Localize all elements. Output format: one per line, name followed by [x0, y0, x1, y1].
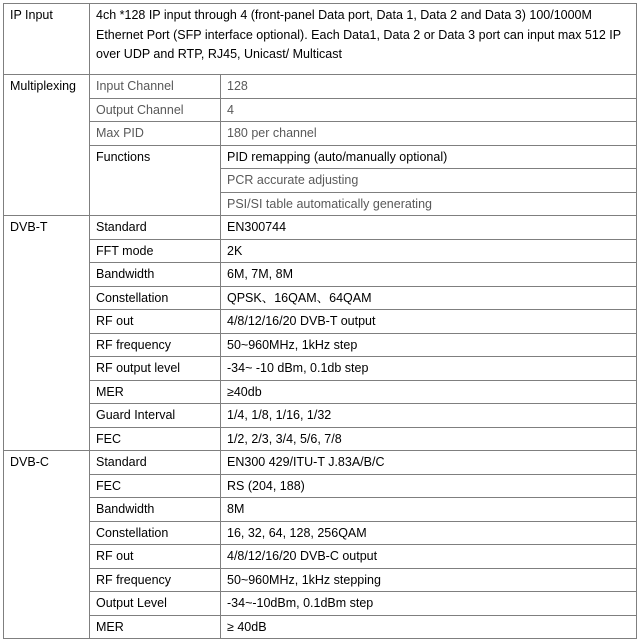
value-dvbt-bandwidth: 6M, 7M, 8M	[221, 263, 637, 287]
value-dvbt-rf-output-level: -34~ -10 dBm, 0.1db step	[221, 357, 637, 381]
dvbt-row-fec	[4, 427, 637, 451]
value-dvbc-rf-frequency: 50~960MHz, 1kHz stepping	[221, 568, 637, 592]
param-dvbt-fec: FEC	[90, 427, 221, 451]
dvbt-row-fft-mode	[4, 239, 637, 263]
value-functions-3: PSI/SI table automatically generating	[221, 192, 637, 216]
section-multiplexing: Multiplexing	[4, 75, 90, 216]
dvbt-row-constellation	[4, 286, 637, 310]
value-dvbt-constellation: QPSK、16QAM、64QAM	[221, 286, 637, 310]
param-dvbc-output-level: Output Level	[90, 592, 221, 616]
param-dvbt-rf-frequency: RF frequency	[90, 333, 221, 357]
section-ip-input: IP Input	[4, 4, 90, 75]
dvbc-row-output-level	[4, 592, 637, 616]
param-dvbt-rf-output-level: RF output level	[90, 357, 221, 381]
value-dvbc-fec: RS (204, 188)	[221, 474, 637, 498]
param-dvbt-rf-out: RF out	[90, 310, 221, 334]
param-dvbc-bandwidth: Bandwidth	[90, 498, 221, 522]
value-dvbt-fec: 1/2, 2/3, 3/4, 5/6, 7/8	[221, 427, 637, 451]
dvbc-row-constellation	[4, 521, 637, 545]
dvbt-row-rf-frequency	[4, 333, 637, 357]
dvbt-row-rf-output-level	[4, 357, 637, 381]
value-functions-2: PCR accurate adjusting	[221, 169, 637, 193]
value-dvbc-constellation: 16, 32, 64, 128, 256QAM	[221, 521, 637, 545]
param-dvbc-rf-out: RF out	[90, 545, 221, 569]
mux-row-output-channel	[4, 98, 637, 122]
value-dvbc-standard: EN300 429/ITU-T J.83A/B/C	[221, 451, 637, 475]
mux-row-functions-1	[4, 145, 637, 169]
value-dvbc-rf-out: 4/8/12/16/20 DVB-C output	[221, 545, 637, 569]
value-dvbc-output-level: -34~-10dBm, 0.1dBm step	[221, 592, 637, 616]
dvbt-row-bandwidth	[4, 263, 637, 287]
dvbt-row-mer	[4, 380, 637, 404]
value-dvbt-rf-frequency: 50~960MHz, 1kHz step	[221, 333, 637, 357]
value-max-pid: 180 per channel	[221, 122, 637, 146]
param-dvbt-constellation: Constellation	[90, 286, 221, 310]
param-dvbt-fft-mode: FFT mode	[90, 239, 221, 263]
param-max-pid: Max PID	[90, 122, 221, 146]
value-dvbc-bandwidth: 8M	[221, 498, 637, 522]
value-dvbt-standard: EN300744	[221, 216, 637, 240]
ip-input-description: 4ch *128 IP input through 4 (front-panel Data port, Data 1, Data 2 and Data 3) 100/1000M Ethernet Port (SFP interface optional). Each Data1, Data 2 or Data 3 port can input max 512 IP over UDP and RTP, RJ45, Unicast/ Multicast	[90, 4, 637, 75]
param-dvbc-rf-frequency: RF frequency	[90, 568, 221, 592]
mux-row-max-pid	[4, 122, 637, 146]
dvbt-row-rf-out	[4, 310, 637, 334]
value-dvbt-mer: ≥40db	[221, 380, 637, 404]
ip-input-row	[4, 4, 637, 75]
dvbc-row-standard	[4, 451, 637, 475]
dvbt-row-standard	[4, 216, 637, 240]
param-dvbt-standard: Standard	[90, 216, 221, 240]
value-output-channel: 4	[221, 98, 637, 122]
param-input-channel: Input Channel	[90, 75, 221, 99]
param-dvbc-fec: FEC	[90, 474, 221, 498]
dvbc-row-fec	[4, 474, 637, 498]
param-dvbt-mer: MER	[90, 380, 221, 404]
value-dvbt-fft-mode: 2K	[221, 239, 637, 263]
dvbt-row-guard-interval	[4, 404, 637, 428]
mux-row-input-channel	[4, 75, 637, 99]
value-dvbt-rf-out: 4/8/12/16/20 DVB-T output	[221, 310, 637, 334]
value-functions-1: PID remapping (auto/manually optional)	[221, 145, 637, 169]
dvbc-row-bandwidth	[4, 498, 637, 522]
dvbc-row-mer	[4, 615, 637, 639]
param-output-channel: Output Channel	[90, 98, 221, 122]
value-input-channel: 128	[221, 75, 637, 99]
param-functions: Functions	[90, 145, 221, 216]
dvbc-row-rf-out	[4, 545, 637, 569]
value-dvbt-guard-interval: 1/4, 1/8, 1/16, 1/32	[221, 404, 637, 428]
param-dvbc-standard: Standard	[90, 451, 221, 475]
param-dvbc-constellation: Constellation	[90, 521, 221, 545]
param-dvbc-mer: MER	[90, 615, 221, 639]
value-dvbc-mer: ≥ 40dB	[221, 615, 637, 639]
section-dvb-t: DVB-T	[4, 216, 90, 451]
param-dvbt-guard-interval: Guard Interval	[90, 404, 221, 428]
spec-table	[3, 3, 637, 639]
section-dvb-c: DVB-C	[4, 451, 90, 639]
dvbc-row-rf-frequency	[4, 568, 637, 592]
param-dvbt-bandwidth: Bandwidth	[90, 263, 221, 287]
